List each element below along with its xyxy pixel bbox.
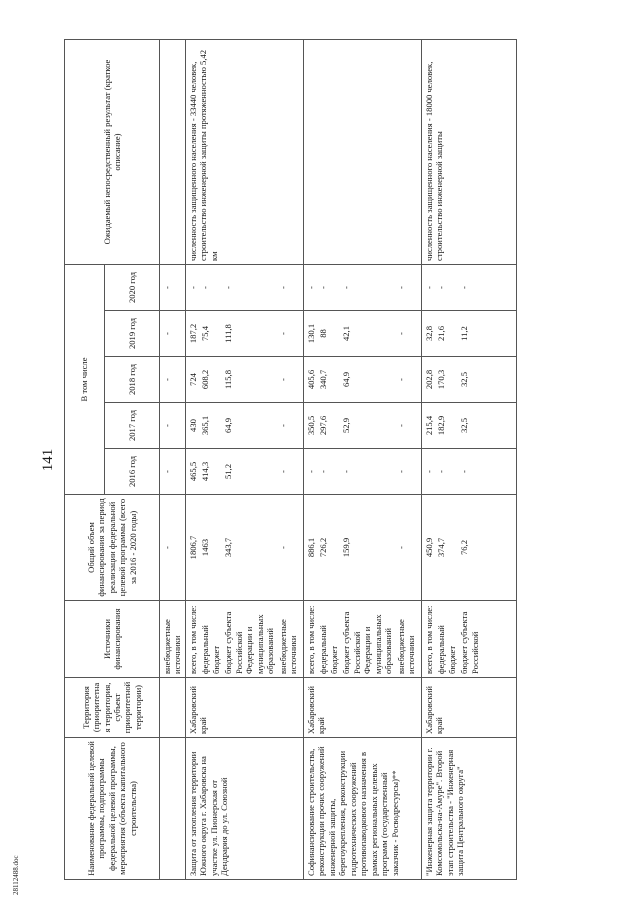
source-label: федеральный бюджет — [200, 625, 221, 674]
footer-doc-name: 28112488.doc — [12, 855, 20, 895]
value: - — [459, 286, 470, 289]
value: 111,8 — [223, 324, 234, 343]
value: 32,8 — [423, 325, 434, 342]
value: - — [277, 546, 288, 549]
value: 42,1 — [341, 325, 352, 342]
value: 187,2 — [187, 323, 198, 344]
value: 52,9 — [341, 417, 352, 434]
value: - — [162, 470, 172, 473]
cell-2016 — [185, 449, 303, 495]
cell-2017 — [421, 403, 516, 449]
cell-total — [160, 495, 186, 601]
table-row — [303, 40, 421, 880]
value: 724 — [187, 373, 198, 386]
cell-2016 — [303, 449, 421, 495]
value: - — [318, 286, 329, 289]
value: - — [395, 424, 406, 427]
cell-source — [421, 601, 516, 678]
header-2020: 2020 год — [105, 265, 160, 311]
value: - — [318, 470, 329, 473]
cell-name — [160, 738, 186, 880]
value: 405,6 — [305, 369, 316, 390]
value: 32,5 — [459, 417, 470, 434]
row-result: численность защищенного населения - 18000 человек, строительство инженерной защиты — [423, 61, 445, 261]
value: - — [395, 378, 406, 381]
value: - — [436, 470, 447, 473]
row-result: численность защищенного населения - 33440 человек, строительство инженерной защиты протяженностью 5,42 км — [187, 49, 219, 261]
table-row — [421, 40, 516, 880]
value: - — [277, 378, 288, 381]
value: 88 — [318, 329, 329, 338]
value: - — [277, 470, 288, 473]
value: 170,3 — [436, 369, 447, 390]
cell-result — [303, 40, 421, 265]
cell-2019 — [303, 311, 421, 357]
value: 64,9 — [341, 371, 352, 388]
value: 115,8 — [223, 369, 234, 390]
source-label: всего, в том числе: — [187, 605, 198, 674]
header-2016: 2016 год — [105, 449, 160, 495]
value: - — [459, 470, 470, 473]
value: 215,4 — [423, 415, 434, 436]
rotated-page — [40, 40, 600, 880]
cell-2020 — [160, 265, 186, 311]
value: - — [277, 286, 288, 289]
value: - — [395, 546, 406, 549]
cell-2020 — [303, 265, 421, 311]
cell-name — [421, 738, 516, 880]
cell-name — [303, 738, 421, 880]
value: - — [162, 424, 172, 427]
value: - — [277, 424, 288, 427]
cell-source — [160, 601, 186, 678]
header-2019: 2019 год — [105, 311, 160, 357]
value: 182,9 — [436, 415, 447, 436]
value: 726,2 — [318, 537, 329, 558]
cell-result — [185, 40, 303, 265]
header-2018: 2018 год — [105, 357, 160, 403]
header-name: Наименование федеральной целевой программы, подпрограммы федеральной целевой программы, мероприятия (объекта капитального строительства) — [65, 738, 160, 880]
row-name: Софинансирование строительства, реконструкции прочих сооружений инженерной защиты, берегоукрепления, реконструкции гидротехнических сооружений противопаводкового назначения в рамках региональных целевых программ (государственный заказчик - Росводресурсы)** — [305, 746, 400, 876]
header-sources: Источники финансирования — [65, 601, 160, 678]
source-label: бюджет субъекта Российской — [459, 611, 480, 674]
value: 159,9 — [341, 537, 352, 558]
value: - — [162, 286, 172, 289]
header-territory: Территория (приоритетная территория, субъект приоритетной территории) — [65, 678, 160, 738]
cell-2019 — [421, 311, 516, 357]
table-row — [185, 40, 303, 880]
value: 340,7 — [318, 369, 329, 390]
cell-total — [303, 495, 421, 601]
source-label: всего, в том числе: — [423, 605, 434, 674]
cell-source — [303, 601, 421, 678]
value: - — [162, 378, 172, 381]
value: 343,7 — [223, 537, 234, 558]
source-label: федеральный бюджет — [436, 625, 457, 674]
value: 75,4 — [200, 325, 211, 342]
value: 350,5 — [305, 415, 316, 436]
header-total: Общий объем финансирования за период реализации федеральной целевой программы (всего за 2016 - 2020 годы) — [65, 495, 160, 601]
value: 32,5 — [459, 371, 470, 388]
cell-source — [185, 601, 303, 678]
value: - — [200, 286, 211, 289]
source-label: внебюджетные источники — [277, 619, 299, 674]
footer — [12, 855, 32, 895]
header-including: В том числе — [65, 265, 105, 495]
cell-territory — [185, 678, 303, 738]
value: 64,9 — [223, 417, 234, 434]
cell-total — [421, 495, 516, 601]
header-2017: 2017 год — [105, 403, 160, 449]
header-result: Ожидаемый непосредственный результат (краткое описание) — [65, 40, 160, 265]
value: 450,9 — [423, 537, 434, 558]
source-label: внебюджетные источники — [162, 619, 183, 674]
value: 202,8 — [423, 369, 434, 390]
cell-2019 — [160, 311, 186, 357]
cell-total — [185, 495, 303, 601]
value: 130,1 — [305, 323, 316, 344]
value: - — [395, 286, 406, 289]
row-territory: Хабаровский край — [423, 686, 445, 734]
cell-2018 — [160, 357, 186, 403]
value: 297,6 — [318, 415, 329, 436]
value: - — [341, 470, 352, 473]
value: 430 — [187, 419, 198, 432]
cell-result — [160, 40, 186, 265]
source-label: бюджет субъекта Российской Федерации и муниципальных образований — [223, 611, 276, 674]
page-number: 141 — [40, 448, 56, 472]
value: - — [162, 546, 172, 549]
cell-2018 — [185, 357, 303, 403]
cell-2017 — [160, 403, 186, 449]
value: - — [277, 332, 288, 335]
source-label: бюджет субъекта Российской Федерации и муниципальных образований — [341, 611, 394, 674]
value: 374,7 — [436, 537, 447, 558]
value: 365,1 — [200, 415, 211, 436]
cell-2016 — [421, 449, 516, 495]
table-row-top — [160, 40, 186, 880]
cell-territory — [303, 678, 421, 738]
cell-name — [185, 738, 303, 880]
source-label: внебюджетные источники — [395, 619, 417, 674]
value: - — [423, 286, 434, 289]
value: 51,2 — [223, 463, 234, 480]
cell-territory — [160, 678, 186, 738]
value: 76,2 — [459, 539, 470, 556]
value: - — [305, 286, 316, 289]
cell-result — [421, 40, 516, 265]
value: 608,2 — [200, 369, 211, 390]
cell-2017 — [303, 403, 421, 449]
cell-2016 — [160, 449, 186, 495]
value: 1463 — [200, 538, 211, 557]
value: - — [162, 332, 172, 335]
value: - — [395, 332, 406, 335]
value: 1806,7 — [187, 535, 198, 560]
cell-territory — [421, 678, 516, 738]
row-name: Защита от затопления территории Южного округа г. Хабаровска на участке ул. Пионерская от Дендрария до ул. Союзной — [187, 751, 230, 876]
financing-table — [64, 39, 517, 880]
source-label: федеральный бюджет — [318, 625, 339, 674]
value: - — [423, 470, 434, 473]
value: 11,2 — [459, 326, 470, 341]
cell-2020 — [421, 265, 516, 311]
row-territory: Хабаровский край — [187, 686, 209, 734]
cell-2018 — [303, 357, 421, 403]
value: - — [223, 286, 234, 289]
value: - — [305, 470, 316, 473]
value: - — [395, 470, 406, 473]
source-label: всего, в том числе: — [305, 605, 316, 674]
value: 886,1 — [305, 537, 316, 558]
value: - — [187, 286, 198, 289]
cell-2019 — [185, 311, 303, 357]
value: 21,6 — [436, 325, 447, 342]
value: - — [341, 286, 352, 289]
value: 414,3 — [200, 461, 211, 482]
value: 465,5 — [187, 461, 198, 482]
value: - — [436, 286, 447, 289]
cell-2020 — [185, 265, 303, 311]
cell-2018 — [421, 357, 516, 403]
cell-2017 — [185, 403, 303, 449]
row-territory: Хабаровский край — [305, 686, 327, 734]
row-name: "Инженерная защита территории г. Комсомольска-на-Амуре". Второй этап строительства - "Инженерная защита Центрального округа" — [423, 747, 466, 876]
